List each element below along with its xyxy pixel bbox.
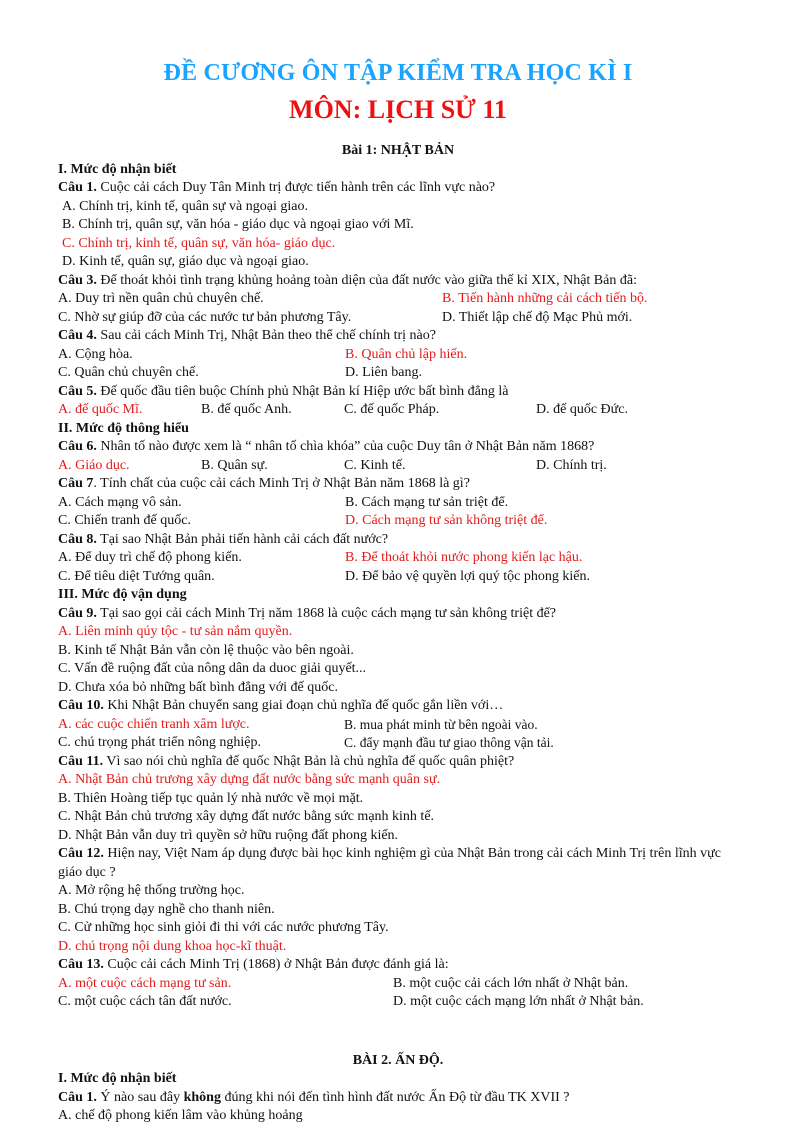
- question-text: Sau cải cách Minh Trị, Nhật Bản theo thể chế chính trị nào?: [96, 328, 436, 343]
- question-label: Câu 3.: [58, 272, 97, 288]
- section-heading: II. Mức độ thông hiểu: [58, 420, 189, 436]
- option-b: B. mua phát minh từ bên ngoài vào.: [344, 716, 538, 732]
- option-b: B. Thiên Hoàng tiếp tục quản lý nhà nước về mọi mặt.: [58, 790, 364, 806]
- option-b: B. một cuộc cải cách lớn nhất ở Nhật bản.: [393, 975, 629, 991]
- question-text: Ý nào sau đây: [96, 1089, 184, 1105]
- options-row: [58, 734, 738, 753]
- section-heading: I. Mức độ nhận biết: [58, 1071, 177, 1086]
- question-text: . Tính chất của cuộc cải cách Minh Trị ở Nhật Bản năm 1868 là gì?: [93, 476, 470, 491]
- question-13: [58, 956, 738, 975]
- options-row: [58, 309, 738, 328]
- question-text: Hiện nay, Việt Nam áp dụng được bài học kinh nghiệm gì của Nhật Bản trong cải cách Minh Trị trên lĩnh vực giáo dục ?: [58, 846, 721, 880]
- option-c-correct: C. Chính trị, kinh tế, quân sự, văn hóa- giáo dục.: [62, 235, 336, 251]
- question-text: Nhân tố nào được xem là “ nhân tố chìa khóa” của cuộc Duy tân ở Nhật Bản năm 1868?: [96, 439, 595, 454]
- options-row: [58, 512, 738, 531]
- option-c: C. Chiến tranh đế quốc.: [58, 513, 191, 528]
- option-b: B. đế quốc Anh.: [201, 402, 292, 417]
- option-a: A. Chính trị, kinh tế, quân sự và ngoại giao.: [62, 198, 308, 214]
- option-d: D. Nhật Bản vẫn duy trì quyền sở hữu ruộng đất phong kiến.: [58, 827, 399, 843]
- option-d-correct: D. chú trọng nội dung khoa học-kĩ thuật.: [58, 938, 287, 954]
- option-b: B. Chính trị, quân sự, văn hóa - giáo dục và ngoại giao với Mĩ.: [62, 217, 414, 232]
- question-label: Câu 12.: [58, 846, 104, 861]
- options-row: [58, 716, 738, 735]
- option-a-correct: A. Giáo dục.: [58, 457, 130, 473]
- options-row: [58, 346, 738, 365]
- document-title: ĐỀ CƯƠNG ÔN TẬP KIỂM TRA HỌC KÌ I: [163, 60, 633, 86]
- option-b: B. Quân sự.: [201, 457, 268, 473]
- question-12: [58, 845, 738, 882]
- question-label: Câu 11.: [58, 753, 104, 769]
- lesson-1-title: Bài 1: NHẬT BẢN: [341, 143, 455, 158]
- question-text: Khi Nhật Bản chuyển sang giai đoạn chủ nghĩa đế quốc gắn liền với…: [103, 698, 504, 713]
- option-a-correct: A. Liên minh qúy tộc - tư sản nắm quyền.: [58, 624, 293, 639]
- option-a: A. Cách mạng vô sản.: [58, 494, 182, 510]
- section-heading: I. Mức độ nhận biết: [58, 161, 177, 177]
- question-label: Câu 6.: [58, 439, 97, 454]
- option-c: C. Quân chủ chuyên chế.: [58, 365, 199, 380]
- options-row: [58, 364, 738, 383]
- option-c: C. một cuộc cách tân đất nước.: [58, 994, 232, 1009]
- question-6: [58, 438, 738, 457]
- option-b: B. Cách mạng tư sản triệt để.: [345, 494, 509, 510]
- question-3: [58, 272, 738, 291]
- question-text: Đế quốc đầu tiên buộc Chính phủ Nhật Bản kí Hiệp ước bất bình đẳng là: [96, 383, 509, 399]
- option-d: D. đế quốc Đức.: [536, 402, 628, 417]
- question-text: Tại sao gọi cải cách Minh Trị năm 1868 là cuộc cách mạng tư sản không triệt để?: [96, 605, 557, 621]
- question-text: đúng khi nói đến tình hình đất nước Ấn Độ từ đầu TK XVII ?: [220, 1089, 570, 1105]
- options-row: [58, 549, 738, 568]
- options-row: [58, 401, 738, 420]
- option-a: A. Để duy trì chế độ phong kiến.: [58, 550, 242, 565]
- option-a-correct: A. một cuộc cách mạng tư sản.: [58, 975, 232, 991]
- question-7: [58, 475, 738, 494]
- option-a-correct: A. đế quốc Mĩ.: [58, 402, 143, 417]
- question-label: Câu 4.: [58, 328, 97, 343]
- option-c: C. đế quốc Pháp.: [344, 402, 440, 417]
- question-text: Vì sao nói chủ nghĩa đế quốc Nhật Bản là chủ nghĩa đế quốc quân phiệt?: [103, 753, 515, 769]
- option-c: C. Để tiêu diệt Tướng quân.: [58, 568, 215, 584]
- option-d: D. Thiết lập chế độ Mạc Phủ mới.: [442, 309, 633, 325]
- question-label: Câu 13.: [58, 957, 104, 972]
- question-label: Câu 10.: [58, 698, 104, 713]
- question-11: [58, 753, 738, 772]
- lesson-2-title: BÀI 2. ẤN ĐỘ.: [352, 1052, 444, 1068]
- option-d: C. đẩy mạnh đầu tư giao thông vận tải.: [344, 735, 554, 750]
- option-b-correct: B. Để thoát khỏi nước phong kiến lạc hậu.: [345, 550, 583, 565]
- question-text: Tại sao Nhật Bản phải tiến hành cải cách đất nước?: [96, 531, 389, 547]
- option-d: D. Để bảo vệ quyền lợi quý tộc phong kiến.: [345, 568, 590, 584]
- option-d: D. một cuộc cách mạng lớn nhất ở Nhật bản.: [393, 994, 644, 1009]
- question-label: Câu 1.: [58, 180, 97, 195]
- option-b: B. Kinh tế Nhật Bản vẫn còn lệ thuộc vào bên ngoài.: [58, 642, 354, 658]
- option-d: D. Chính trị.: [536, 457, 607, 473]
- option-a-correct: A. Nhật Bản chủ trương xây dựng đất nước bằng sức mạnh quân sự.: [58, 772, 441, 787]
- option-d: D. Kinh tế, quân sự, giáo dục và ngoại giao.: [62, 254, 309, 269]
- option-c: C. Nhật Bản chủ trương xây dựng đất nước bằng sức mạnh kinh tế.: [58, 809, 435, 824]
- question-1: [58, 179, 738, 198]
- question-text: Cuộc cải cách Minh Trị (1868) ở Nhật Bản được đánh giá là:: [103, 957, 449, 972]
- subject-title: MÔN: LỊCH SỬ 11: [289, 95, 507, 124]
- option-c: C. chú trọng phát triển nông nghiệp.: [58, 735, 261, 750]
- question-label: Câu 9.: [58, 605, 97, 621]
- section-heading: III. Mức độ vận dụng: [58, 587, 187, 602]
- question-label: Câu 1.: [58, 1089, 97, 1105]
- question-1: [58, 1089, 738, 1108]
- question-text: Cuộc cải cách Duy Tân Minh trị được tiến hành trên các lĩnh vực nào?: [96, 180, 496, 195]
- option-a: A. Mở rộng hệ thống trường học.: [58, 883, 245, 898]
- option-b-correct: B. Tiến hành những cải cách tiến bộ.: [442, 291, 648, 306]
- option-c: C. Nhờ sự giúp đỡ của các nước tư bản phương Tây.: [58, 309, 352, 325]
- question-8: [58, 531, 738, 550]
- question-label: Câu 5.: [58, 383, 97, 399]
- question-10: [58, 697, 738, 716]
- options-row: [58, 568, 738, 587]
- question-emphasis: không: [183, 1089, 221, 1105]
- question-5: [58, 383, 738, 402]
- option-d-correct: D. Cách mạng tư sản không triệt để.: [345, 513, 548, 528]
- option-a: A. Duy trì nền quân chủ chuyên chế.: [58, 291, 264, 306]
- options-row: [58, 290, 738, 309]
- options-row: [58, 975, 738, 994]
- question-text: Để thoát khỏi tình trạng khủng hoảng toàn diện của đất nước vào giữa thế kỉ XIX, Nhật Bản đã:: [96, 272, 637, 288]
- document-page: [58, 58, 738, 1126]
- question-label: Câu 8.: [58, 531, 97, 547]
- options-row: [58, 993, 738, 1012]
- option-c: C. Cử những học sinh giỏi đi thi với các nước phương Tây.: [58, 920, 389, 935]
- option-b-correct: B. Quân chủ lập hiến.: [345, 346, 468, 362]
- option-d: D. Chưa xóa bỏ những bất bình đẳng với đế quốc.: [58, 679, 338, 695]
- option-a: A. Cộng hòa.: [58, 346, 133, 362]
- option-a: A. chế độ phong kiến lâm vào khủng hoảng: [58, 1108, 303, 1123]
- option-b: B. Chú trọng dạy nghề cho thanh niên.: [58, 901, 275, 917]
- question-4: [58, 327, 738, 346]
- option-a-correct: A. các cuộc chiến tranh xâm lược.: [58, 716, 250, 732]
- options-row: [58, 494, 738, 513]
- question-label: Câu 7: [58, 476, 94, 491]
- option-d: D. Liên bang.: [345, 365, 422, 380]
- question-9: [58, 605, 738, 624]
- option-c: C. Kinh tế.: [344, 457, 406, 473]
- options-row: [58, 457, 738, 476]
- option-c: C. Vấn đề ruộng đất của nông dân da duoc giải quyết...: [58, 661, 367, 676]
